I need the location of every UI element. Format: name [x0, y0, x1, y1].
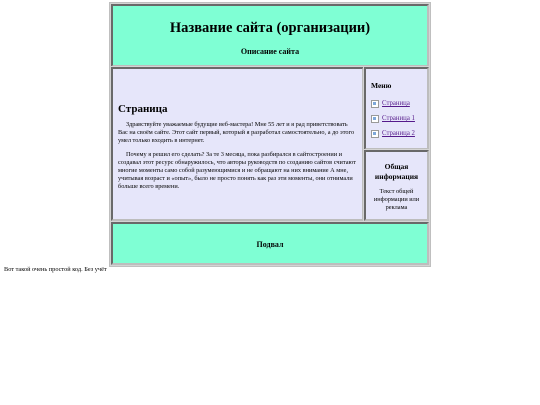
- menu-item-page[interactable]: [371, 96, 423, 111]
- site-title: Название сайта (организации): [169, 20, 371, 36]
- site-description: Описание сайта: [240, 47, 300, 56]
- info-block: [364, 150, 429, 221]
- note-text: Вот такой очень простой код. Без учёт: [4, 266, 107, 273]
- content-paragraph-1: Здравствуйте уважаемые будущие веб-мастера! Мне 55 лет и я рад приветствовать Вас на своём сайте. Этот сайт первый, который я разработал самостоятельно, а до этого умел только входить в интернет.: [118, 121, 355, 144]
- menu-item-page-1[interactable]: [371, 111, 423, 126]
- menu-item-page-2[interactable]: [371, 126, 423, 141]
- menu-title: Меню: [371, 81, 392, 90]
- broken-image-icon: [371, 130, 379, 138]
- footer-text: Подвал: [256, 240, 284, 249]
- broken-image-icon: [371, 115, 379, 123]
- main-content: [111, 67, 364, 221]
- menu-link-page-2[interactable]: Страница 2: [382, 130, 415, 137]
- sidebar-menu: [364, 67, 429, 150]
- menu-link-page-1[interactable]: Страница 1: [382, 115, 415, 122]
- menu-link-page[interactable]: Страница: [382, 100, 410, 107]
- content-paragraph-2: Почему я решил его сделать? За те 3 месяца, пока разбирался в сайтостроении и создавал этот ресурс обнаружилось, что авторы руководств по созданию сайтов считают многие моменты само собой разумеющимися и не обращают на них внимание А мне, учитывая возраст и «опыт», было не просто понять как раз эти моменты, они отнимали больше всего времени.: [118, 151, 356, 190]
- broken-image-icon: [371, 100, 379, 108]
- site-header: [111, 4, 429, 67]
- site-footer: [111, 222, 429, 265]
- info-text: Текст общей информации или реклама: [373, 188, 420, 211]
- info-title: Общая информация: [374, 162, 419, 181]
- page-heading: Страница: [118, 103, 168, 115]
